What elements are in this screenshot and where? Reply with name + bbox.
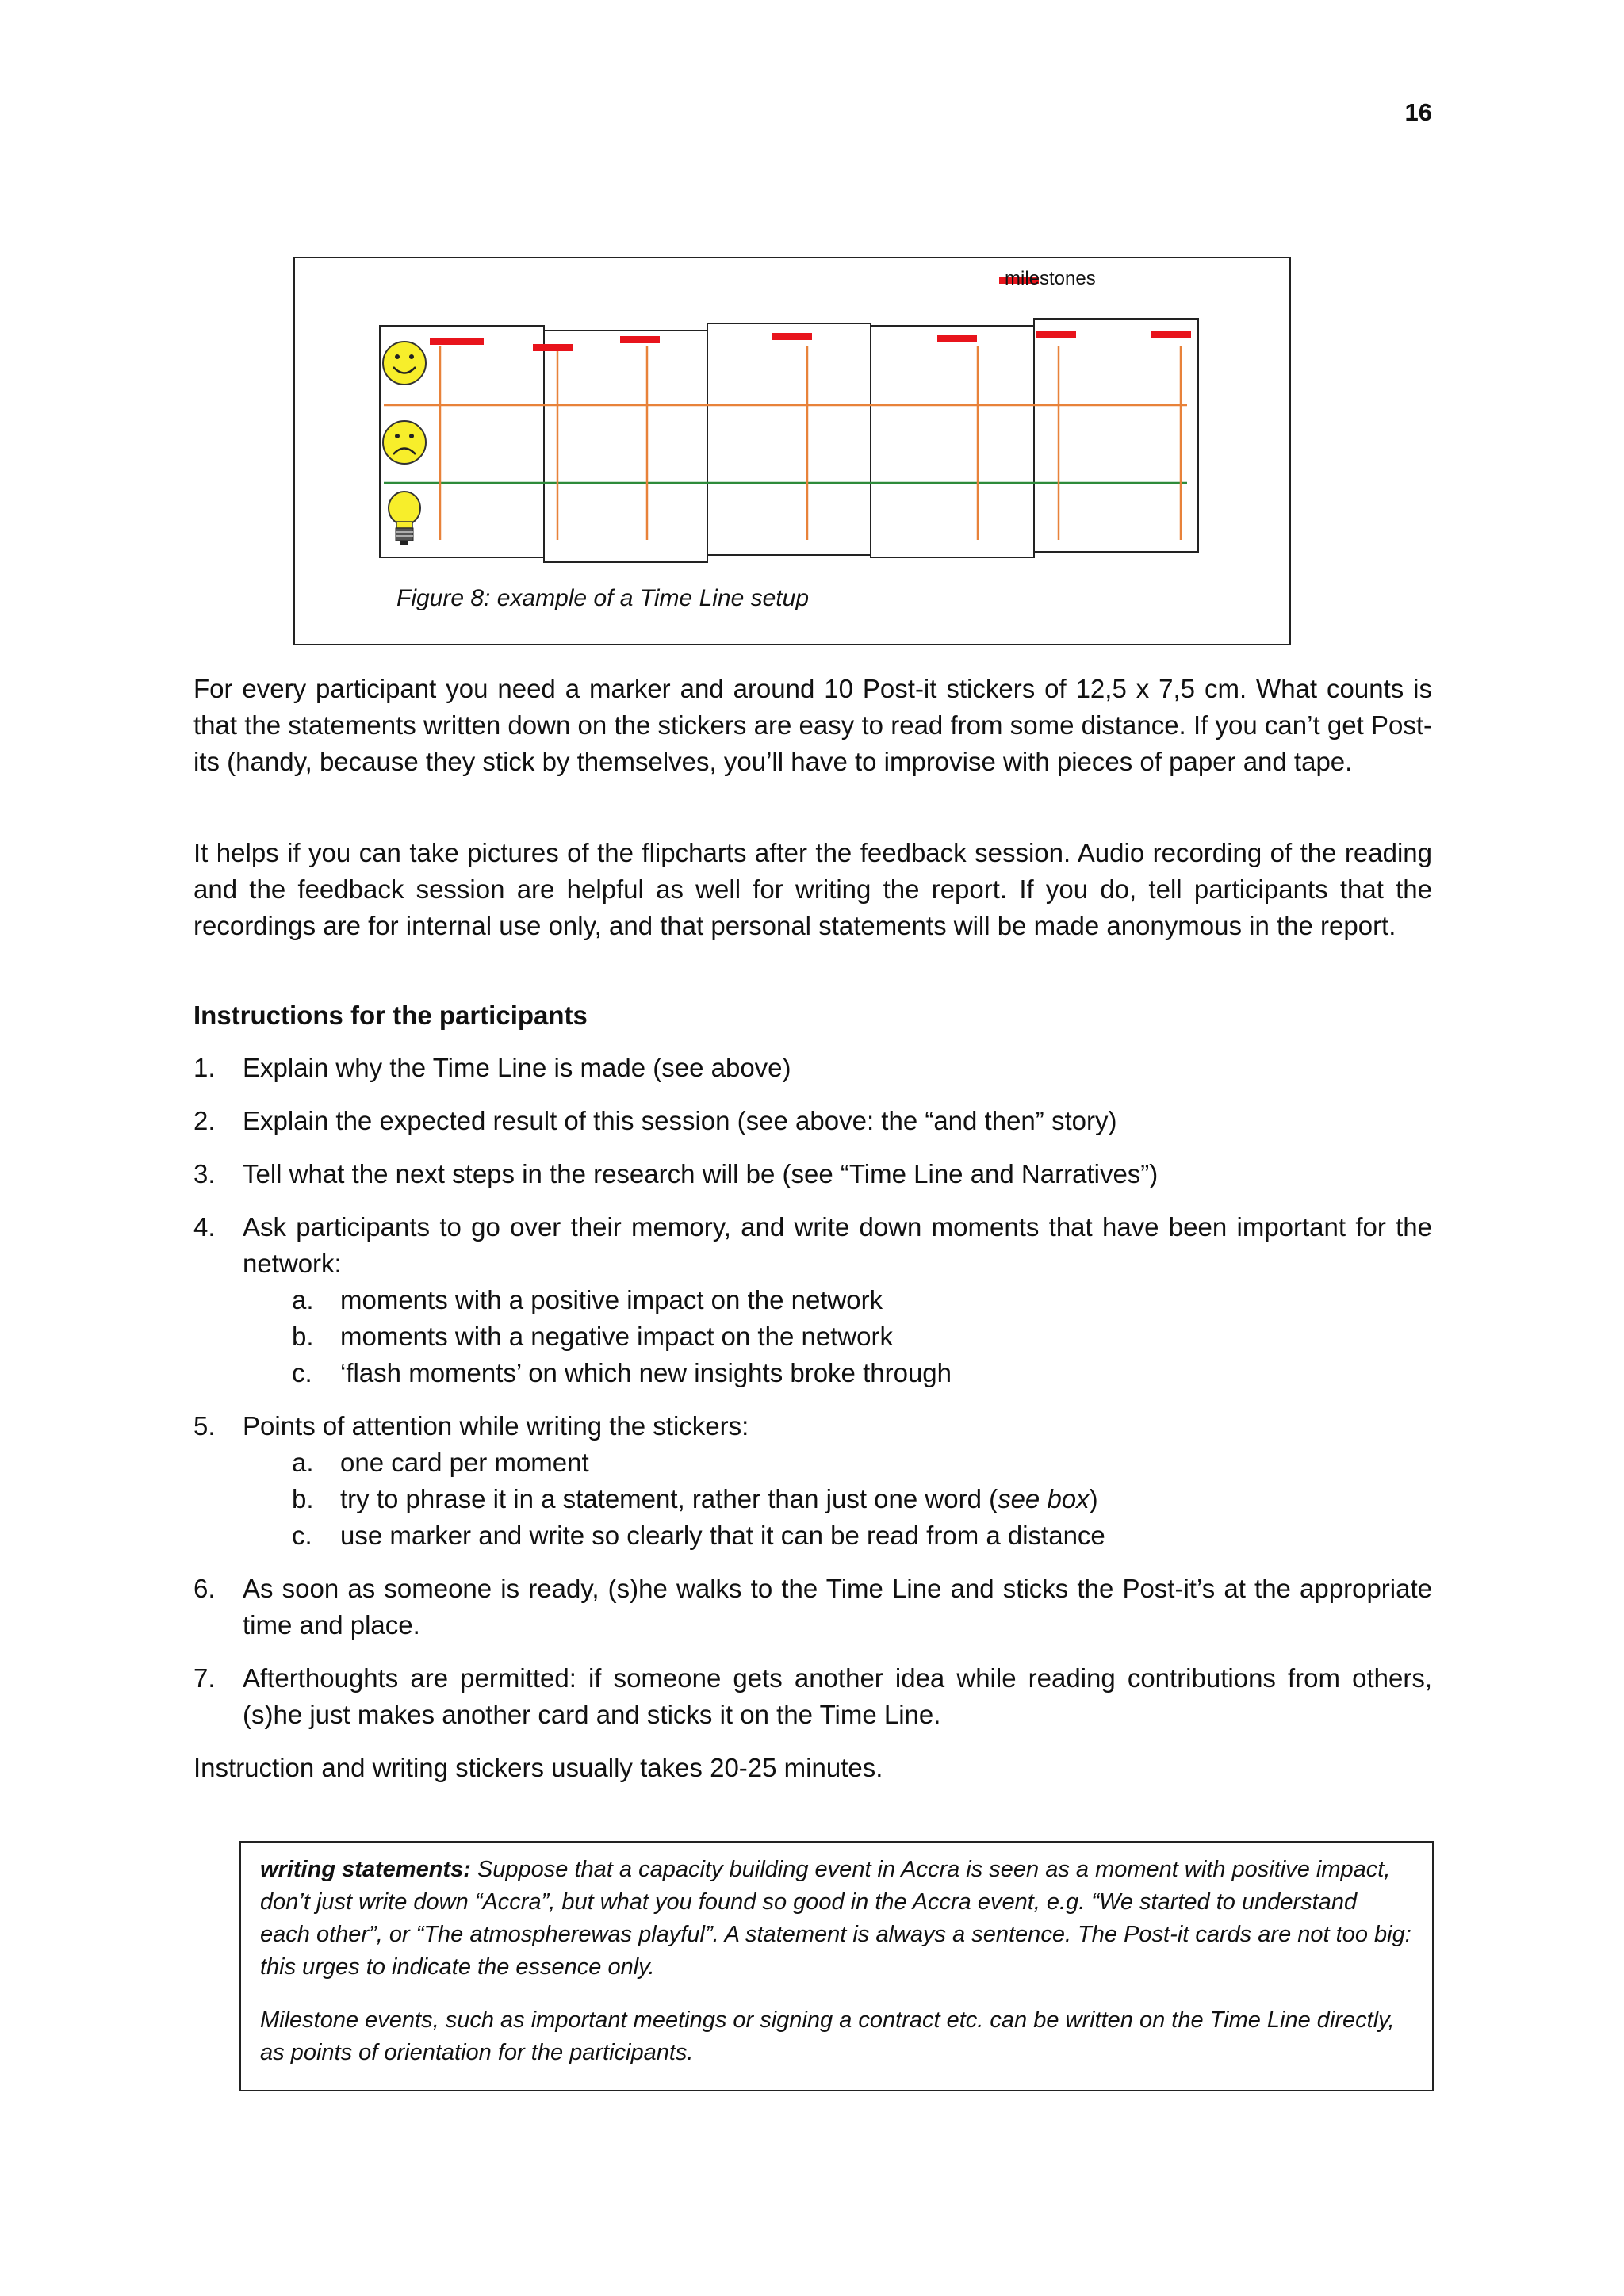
paragraph <box>193 835 1432 944</box>
figure-timeline-setup <box>293 257 1291 645</box>
sub-text <box>340 1481 1098 1517</box>
milestone-marker <box>937 335 977 342</box>
flipchart-sheet <box>544 331 707 562</box>
sub-letter: c. <box>292 1358 312 1387</box>
smiley-happy-icon <box>383 342 426 385</box>
figure-caption: Figure 8: example of a Time Line setup <box>396 585 810 611</box>
milestone-marker <box>1036 331 1076 338</box>
list-number: 7. <box>193 1663 216 1693</box>
list-number: 1. <box>193 1053 216 1082</box>
writing-statements-box <box>239 1841 1434 2091</box>
milestones-label: milestones <box>1005 268 1096 289</box>
sub-text: moments with a negative impact on the network <box>340 1322 894 1351</box>
paragraph-text: It helps if you can take pictures of the flipcharts after the feedback session. Audio recording of the reading and the feedback session are helpful as well for writing the report. If you do, tell participants that the recordings are for internal use only, and that personal statements will be made anonymous in the report. <box>193 838 1432 940</box>
sub-letter: b. <box>292 1484 314 1513</box>
list-number: 3. <box>193 1159 216 1188</box>
section-heading: Instructions for the participants <box>193 1001 588 1030</box>
flipchart-sheet <box>871 326 1034 557</box>
list-text: Afterthoughts are permitted: if someone gets another idea while reading contributions from others, (s)he just makes another card and sticks it on the Time Line. <box>243 1663 1432 1729</box>
box-paragraph <box>260 1854 1413 1984</box>
sub-text: moments with a positive impact on the network <box>340 1285 883 1314</box>
sub-text: one card per moment <box>340 1448 589 1477</box>
list-number: 5. <box>193 1411 216 1441</box>
paragraph <box>193 671 1432 780</box>
list-text: Explain the expected result of this session (see above: the “and then” story) <box>243 1106 1117 1135</box>
box-text: Suppose that a capacity building event in Accra is seen as a moment with positive impact, don’t just write down “Accra”, but what you found so good in the Accra event, e.g. “We started to understand each other”, or “The atmospherewas playful”. A statement is always a sentence. The Post-it cards are not too big: this urges to indicate the essence only. <box>260 1857 1411 1980</box>
list-text: Explain why the Time Line is made (see above) <box>243 1053 791 1082</box>
milestone-marker <box>620 336 660 343</box>
closing-paragraph: Instruction and writing stickers usually takes 20-25 minutes. <box>193 1753 883 1782</box>
list-text: Tell what the next steps in the research will be (see “Time Line and Narratives”) <box>243 1159 1159 1188</box>
list-number: 4. <box>193 1212 216 1242</box>
sub-text-part: ) <box>1089 1484 1098 1513</box>
milestone-marker <box>772 333 812 340</box>
list-number: 6. <box>193 1574 216 1603</box>
milestone-marker <box>1151 331 1191 338</box>
flipchart-sheet <box>707 323 871 555</box>
list-text: Ask participants to go over their memory, and write down moments that have been important for the network: <box>243 1212 1432 1278</box>
milestone-marker <box>533 344 573 351</box>
box-title: writing statements: <box>260 1857 471 1882</box>
list-text: As soon as someone is ready, (s)he walks to the Time Line and sticks the Post-it’s at the appropriate time and place. <box>243 1574 1432 1640</box>
sub-letter: a. <box>292 1448 314 1477</box>
paragraph-text: For every participant you need a marker and around 10 Post-it stickers of 12,5 x 7,5 cm. What counts is that the statements written down on the stickers are easy to read from some distance. If you can’t get Post-its (handy, because they stick by themselves, you’ll have to improvise with pieces of paper and tape. <box>193 674 1432 776</box>
smiley-sad-icon <box>383 421 426 464</box>
milestone-marker <box>430 338 484 345</box>
list-text: Points of attention while writing the stickers: <box>243 1411 749 1441</box>
sub-letter: c. <box>292 1521 312 1550</box>
see-box-reference: see box <box>998 1484 1090 1513</box>
sub-letter: a. <box>292 1285 314 1314</box>
sub-text-part: try to phrase it in a statement, rather than just one word ( <box>340 1484 998 1513</box>
sub-letter: b. <box>292 1322 314 1351</box>
box-paragraph: Milestone events, such as important meetings or signing a contract etc. can be written on the Time Line directly, as points of orientation for the participants. <box>260 2007 1395 2065</box>
sub-text: ‘flash moments’ on which new insights broke through <box>340 1358 952 1387</box>
list-number: 2. <box>193 1106 216 1135</box>
sub-text: use marker and write so clearly that it can be read from a distance <box>340 1521 1105 1550</box>
page-number: 16 <box>1404 98 1432 126</box>
